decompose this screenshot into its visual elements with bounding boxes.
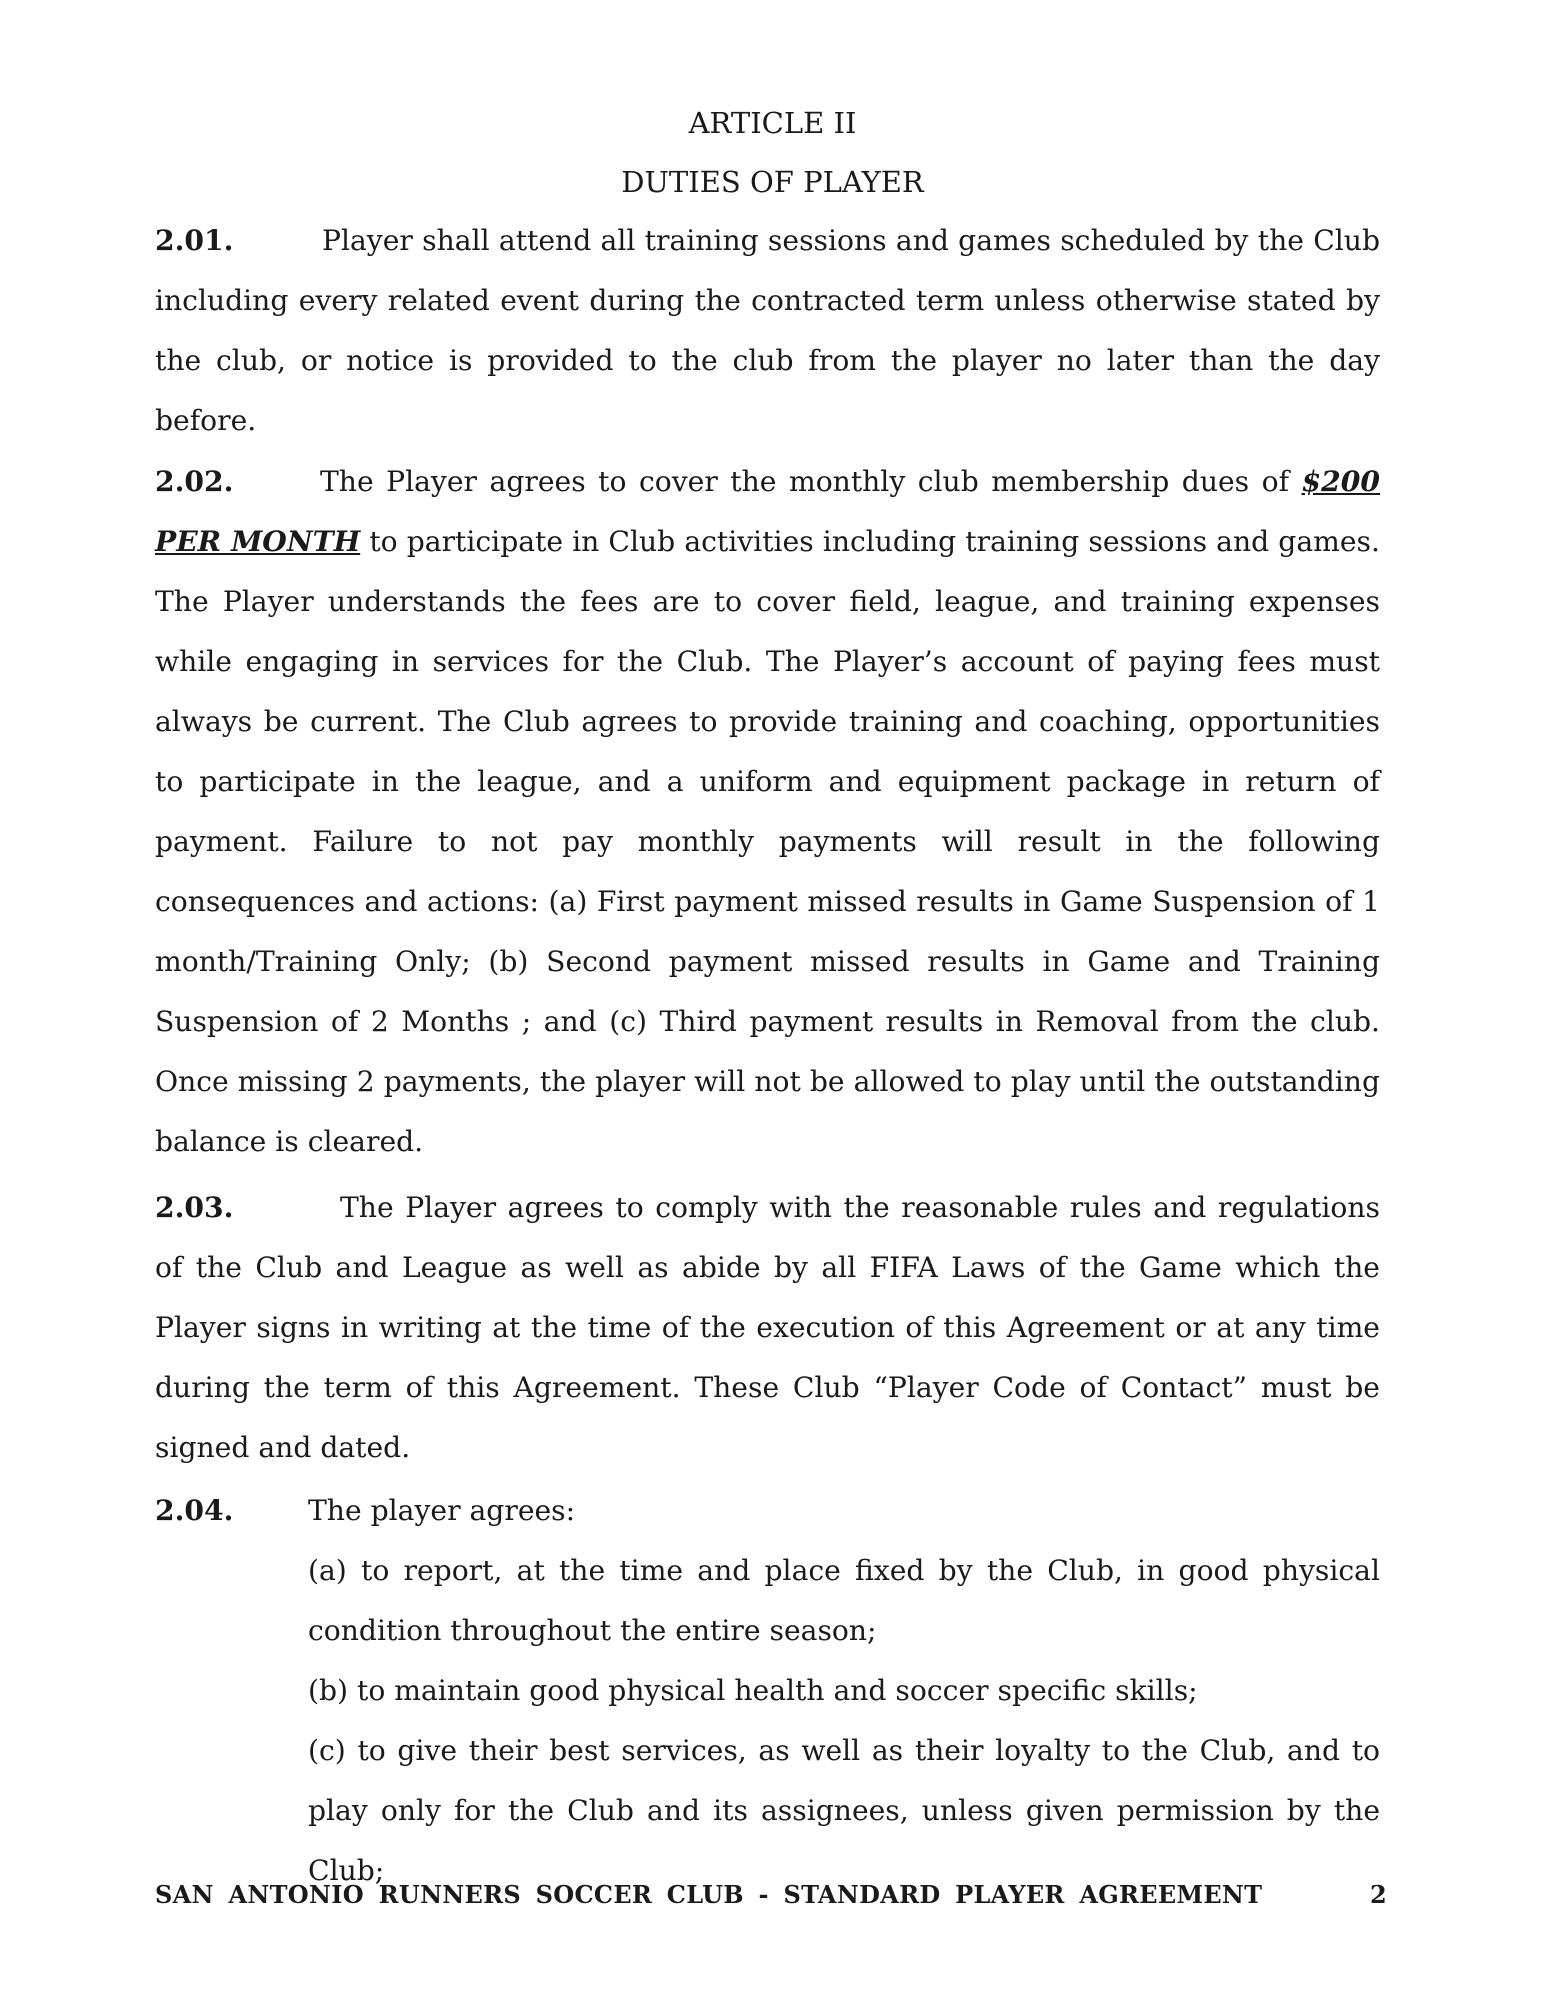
section-2-03	[155, 1178, 1380, 1478]
section-2-04-intro	[155, 1481, 1380, 1541]
dues-amount: $200 PER MONTH	[155, 465, 1380, 558]
section-2-04	[155, 1481, 1380, 1901]
section-number: 2.02.	[155, 465, 234, 498]
section-text-after: to participate in Club activities including training sessions and games. The Player understands the fees are to cover field, league, and training expenses while engaging in services for the Club. The Player’s account of paying fees must always be current. The Club agrees to provide training and coaching, opportunities to participate in the league, and a uniform and equipment package in return of payment. Failure to not pay monthly payments will result in the following consequences and actions: (a) First payment missed results in Game Suspension of 1 month/Training Only; (b) Second payment missed results in Game and Training Suspension of 2 Months ; and (c) Third payment results in Removal from the club. Once missing 2 payments, the player will not be allowed to play until the outstanding balance is cleared.	[155, 525, 1380, 1158]
section-2-04-items	[308, 1541, 1380, 1901]
article-subtitle: DUTIES OF PLAYER	[621, 165, 924, 199]
section-2-02	[155, 452, 1380, 1172]
section-number: 2.01.	[155, 224, 234, 257]
section-2-01	[155, 211, 1380, 451]
article-title: ARTICLE II	[688, 106, 857, 140]
section-number: 2.04.	[155, 1494, 234, 1527]
list-item: (c) to give their best services, as well as their loyalty to the Club, and to play only for the Club and its assignees, unless given permission by the Club;	[308, 1734, 1380, 1887]
footer-title: SAN ANTONIO RUNNERS SOCCER CLUB - STANDARD PLAYER AGREEMENT	[155, 1880, 1263, 1909]
section-number: 2.03.	[155, 1191, 234, 1224]
section-intro: The player agrees:	[308, 1494, 576, 1527]
section-text-before: The Player agrees to cover the monthly club membership dues of	[320, 465, 1302, 498]
section-text: The Player agrees to comply with the reasonable rules and regulations of the Club and League as well as abide by all FIFA Laws of the Game which the Player signs in writing at the time of the execution of this Agreement or at any time during the term of this Agreement. These Club “Player Code of Contact” must be signed and dated.	[155, 1191, 1380, 1464]
list-item: (a) to report, at the time and place fixed by the Club, in good physical condition throughout the entire season;	[308, 1554, 1380, 1647]
section-text: Player shall attend all training sessions and games scheduled by the Club including every related event during the contracted term unless otherwise stated by the club, or notice is provided to the club from the player no later than the day before.	[155, 224, 1380, 437]
list-item: (b) to maintain good physical health and soccer specific skills;	[308, 1674, 1198, 1707]
page-number: 2	[1370, 1880, 1387, 1909]
